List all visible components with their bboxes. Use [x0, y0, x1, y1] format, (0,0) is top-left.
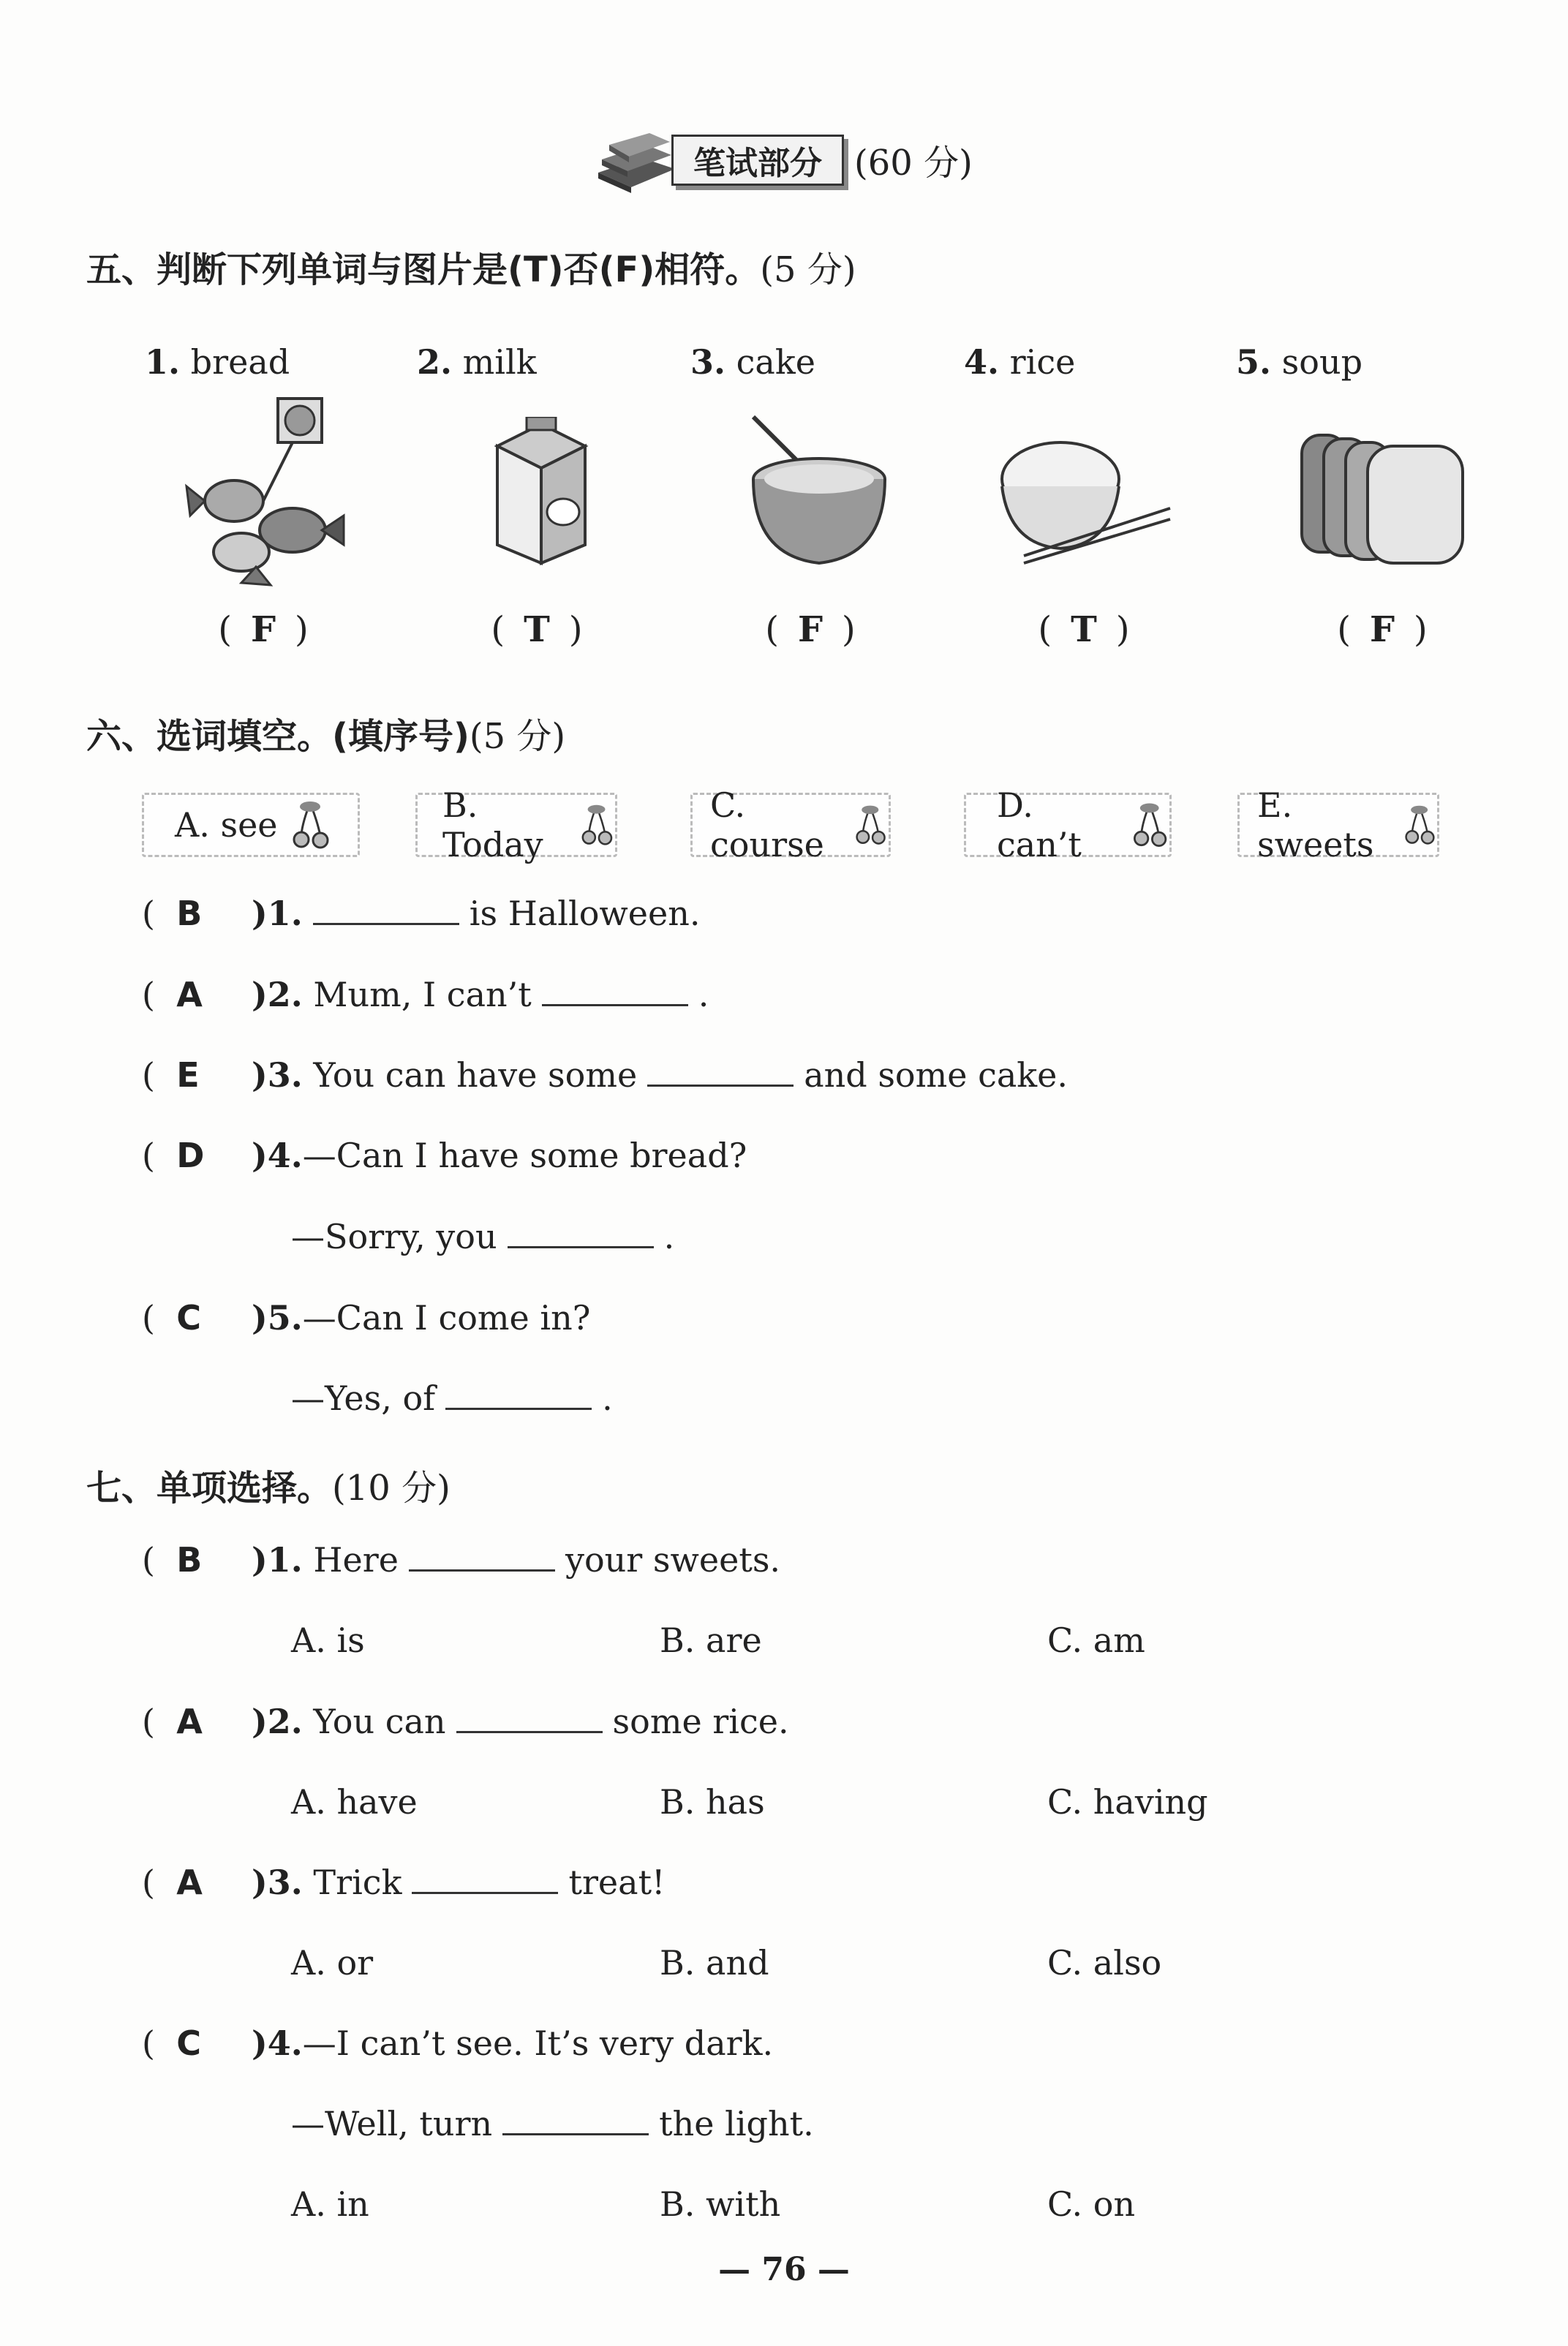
option-box-a: A. see: [142, 793, 360, 857]
item5-2-word: 2. milk: [417, 342, 537, 382]
item5-3-word: 3. cake: [690, 342, 815, 382]
s6-question-3: ( E )3. You can have some and some cake.: [142, 1055, 1068, 1095]
s7-q1-choice-a[interactable]: A. is: [291, 1621, 365, 1660]
s6-question-5-reply: —Yes, of .: [291, 1378, 613, 1418]
s6-question-2: ( A )2. Mum, I can’t .: [142, 975, 709, 1014]
s7-question-2: ( A )2. You can some rice.: [142, 1702, 789, 1741]
answer-blank[interactable]: [502, 2105, 649, 2135]
cherry-icon: [1129, 799, 1169, 850]
section5-title: 五、判断下列单词与图片是(T)否(F)相符。(5 分): [86, 249, 856, 290]
answer-blank[interactable]: [456, 1703, 603, 1733]
s7-q3-choice-a[interactable]: A. or: [291, 1943, 374, 1983]
answer-blank[interactable]: [409, 1542, 555, 1572]
cherry-icon: [578, 799, 615, 850]
page-number: — 76 —: [718, 2251, 850, 2288]
answer-blank[interactable]: [542, 976, 688, 1006]
s6-question-5: ( C )5.—Can I come in?: [142, 1298, 591, 1338]
s7-q2-choice-a[interactable]: A. have: [291, 1782, 418, 1822]
section7-title: 七、单项选择。(10 分): [86, 1468, 451, 1509]
cherry-icon: [1401, 799, 1437, 850]
item5-4-word: 4. rice: [964, 342, 1076, 382]
bread-loaf-icon: [1294, 413, 1477, 581]
sweets-icon: [183, 391, 351, 589]
header-score: (60 分): [854, 143, 973, 184]
item5-5-word: 5. soup: [1236, 342, 1363, 382]
section6-title: 六、选词填空。(填序号)(5 分): [86, 716, 566, 757]
s7-q4-choice-c[interactable]: C. on: [1047, 2184, 1136, 2224]
answer-blank[interactable]: [412, 1864, 558, 1894]
answer-blank[interactable]: [647, 1057, 794, 1087]
s7-question-4-reply: —Well, turn the light.: [291, 2104, 814, 2143]
option-box-c: C. course: [690, 793, 891, 857]
s7-q1-choice-b[interactable]: B. are: [660, 1621, 762, 1660]
s7-q2-choice-c[interactable]: C. having: [1047, 1782, 1208, 1822]
option-box-b: B. Today: [415, 793, 617, 857]
s7-q4-choice-a[interactable]: A. in: [291, 2184, 369, 2224]
answer-blank[interactable]: [508, 1218, 654, 1248]
cherry-icon: [852, 799, 889, 850]
section-header: [591, 123, 1000, 203]
milk-carton-icon: [475, 417, 607, 570]
header-title: 笔试部分: [671, 135, 844, 186]
s7-q1-choice-c[interactable]: C. am: [1047, 1621, 1145, 1660]
answer-blank[interactable]: [313, 895, 459, 925]
option-box-d: D. can’t: [964, 793, 1172, 857]
item5-5-answer: ( F ): [1337, 609, 1428, 650]
s6-question-1: ( B )1. is Halloween.: [142, 894, 701, 933]
books-icon: [591, 129, 679, 195]
soup-pot-icon: [739, 410, 892, 578]
s7-q2-choice-b[interactable]: B. has: [660, 1782, 765, 1822]
s7-question-4: ( C )4.—I can’t see. It’s very dark.: [142, 2023, 774, 2063]
item5-1-answer: ( F ): [218, 609, 309, 650]
s7-question-1: ( B )1. Here your sweets.: [142, 1540, 781, 1580]
s7-question-3: ( A )3. Trick treat!: [142, 1863, 666, 1902]
item5-1-word: 1. bread: [145, 342, 290, 382]
s7-q3-choice-c[interactable]: C. also: [1047, 1943, 1162, 1983]
s6-question-4-reply: —Sorry, you .: [291, 1217, 675, 1256]
s7-q3-choice-b[interactable]: B. and: [660, 1943, 769, 1983]
item5-2-answer: ( T ): [491, 609, 583, 650]
answer-blank[interactable]: [445, 1380, 592, 1410]
s6-question-4: ( D )4.—Can I have some bread?: [142, 1136, 747, 1175]
rice-bowl-icon: [995, 428, 1177, 567]
s7-q4-choice-b[interactable]: B. with: [660, 2184, 781, 2224]
item5-3-answer: ( F ): [765, 609, 856, 650]
item5-4-answer: ( T ): [1038, 609, 1130, 650]
cherry-icon: [288, 799, 332, 850]
option-box-e: E. sweets: [1237, 793, 1439, 857]
